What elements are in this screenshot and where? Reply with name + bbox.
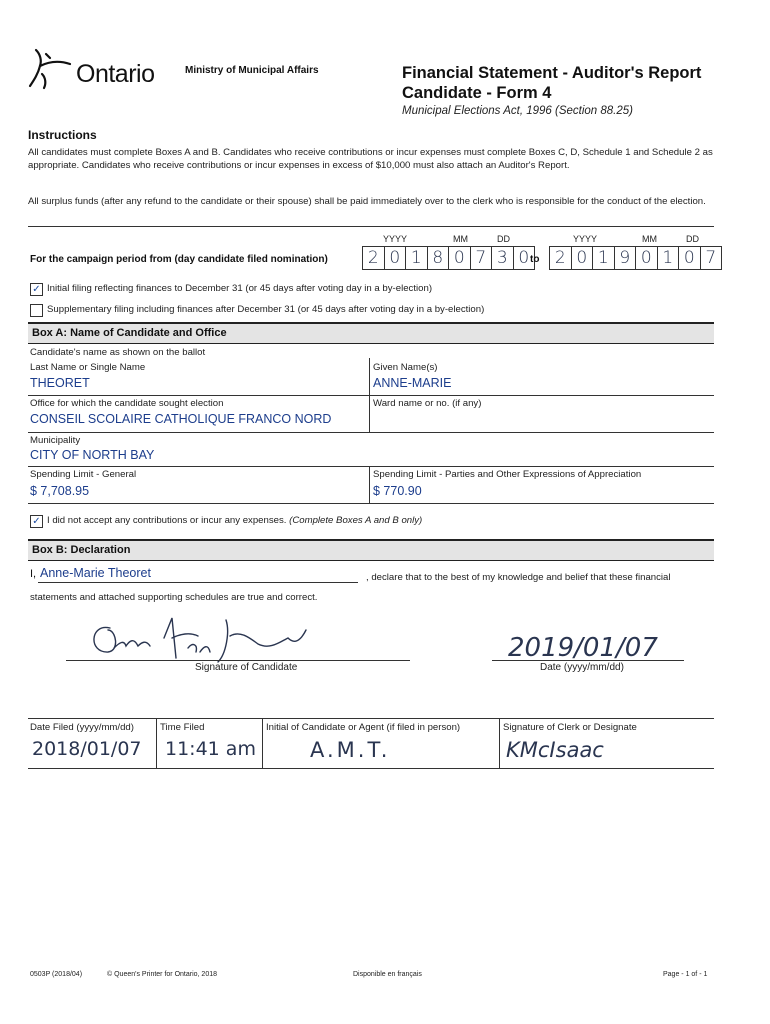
divider <box>28 395 714 396</box>
to-year-header: YYYY <box>573 234 598 244</box>
divider <box>28 432 714 433</box>
from-date-digit[interactable]: 7 <box>470 246 492 270</box>
supplementary-filing-checkbox[interactable] <box>30 304 43 317</box>
spending-limit-parties-label: Spending Limit - Parties and Other Expressions of Appreciation <box>373 469 642 480</box>
from-date-boxes[interactable] <box>362 246 535 270</box>
signature-label: Signature of Candidate <box>195 662 298 673</box>
office-value[interactable]: CONSEIL SCOLAIRE CATHOLIQUE FRANCO NORD <box>30 412 332 426</box>
to-date-digit[interactable]: 9 <box>614 246 636 270</box>
form-title-line1: Financial Statement - Auditor's Report <box>402 64 702 82</box>
from-date-digit[interactable]: 3 <box>491 246 513 270</box>
to-date-digit[interactable]: 0 <box>635 246 657 270</box>
divider <box>369 466 370 503</box>
initial-filing-checkbox[interactable]: ✓ <box>30 283 43 296</box>
box-b-header <box>28 539 714 561</box>
declaration-text: , declare that to the best of my knowledge and belief that these financial <box>366 572 671 583</box>
declaration-text-2: statements and attached supporting schedules are true and correct. <box>30 592 318 603</box>
to-date-digit[interactable]: 0 <box>571 246 593 270</box>
supplementary-filing-label: Supplementary filing including finances after December 31 (or 45 days after voting day in a by-election) <box>47 304 485 315</box>
given-name-value[interactable]: ANNE-MARIE <box>373 376 452 390</box>
ministry-name: Ministry of Municipal Affairs <box>185 65 319 76</box>
from-date-digit[interactable]: 8 <box>427 246 449 270</box>
instructions-heading: Instructions <box>28 128 97 142</box>
to-label: to <box>530 254 540 265</box>
declarant-name[interactable]: Anne-Marie Theoret <box>40 566 151 580</box>
clerk-signature-label: Signature of Clerk or Designate <box>503 722 637 733</box>
instructions-para-2: All surplus funds (after any refund to the candidate or their spouse) shall be paid immediately over to the clerk who is responsible for the conduct of the election. <box>28 196 706 207</box>
time-filed-value[interactable]: 11:41 am <box>165 738 256 760</box>
logo-text: Ontario <box>76 60 155 88</box>
initial-label: Initial of Candidate or Agent (if filed in person) <box>266 722 461 733</box>
form-title-line2: Candidate - Form 4 <box>402 84 552 102</box>
box-a-header <box>28 322 714 344</box>
name-on-ballot-label: Candidate's name as shown on the ballot <box>30 347 206 358</box>
from-date-digit[interactable]: 0 <box>384 246 406 270</box>
spending-limit-general-value[interactable]: $ 7,708.95 <box>30 484 90 498</box>
from-day-header: DD <box>497 234 510 244</box>
divider <box>499 718 500 768</box>
form-subtitle: Municipal Elections Act, 1996 (Section 88.25) <box>402 105 633 117</box>
to-date-digit[interactable]: 1 <box>592 246 614 270</box>
initial-filing-label: Initial filing reflecting finances to December 31 (or 45 days after voting day in a by-election) <box>47 283 433 294</box>
candidate-signature <box>80 608 350 668</box>
divider <box>28 718 714 719</box>
instructions-para-1: All candidates must complete Boxes A and B. Candidates who receive contributions or incur expenses must complete Boxes C, D, Schedule 1 and Schedule 2 as appropriate. Candidates who receive contributions or incur expenses in excess of $10,000 must also attach an Auditor's Report. <box>28 147 713 171</box>
ontario-trillium-logo <box>28 44 78 92</box>
page-number: Page - 1 of - 1 <box>663 971 708 978</box>
divider <box>369 395 370 432</box>
from-date-digit[interactable]: 0 <box>448 246 470 270</box>
time-filed-label: Time Filed <box>160 722 205 733</box>
date-line <box>492 660 684 661</box>
declarant-line <box>38 582 358 583</box>
no-contributions-label <box>47 515 422 526</box>
from-year-header: YYYY <box>383 234 408 244</box>
no-contributions-note: (Complete Boxes A and B only) <box>289 515 423 526</box>
date-filed-label: Date Filed (yyyy/mm/dd) <box>30 722 134 733</box>
to-day-header: DD <box>686 234 699 244</box>
to-month-header: MM <box>642 234 657 244</box>
divider <box>28 466 714 467</box>
form-title <box>402 63 701 103</box>
date-label: Date (yyyy/mm/dd) <box>540 662 624 673</box>
municipality-label: Municipality <box>30 435 81 446</box>
to-date-digit[interactable]: 1 <box>657 246 679 270</box>
given-name-label: Given Name(s) <box>373 362 438 373</box>
date-filed-value[interactable]: 2018/01/07 <box>32 738 142 760</box>
divider <box>28 768 714 769</box>
last-name-value[interactable]: THEORET <box>30 376 90 390</box>
to-date-digit[interactable]: 0 <box>678 246 700 270</box>
to-date-digit[interactable]: 7 <box>700 246 723 270</box>
from-month-header: MM <box>453 234 468 244</box>
declaration-date-value[interactable]: 2019/01/07 <box>508 633 658 663</box>
clerk-signature-value: KMcIsaac <box>506 738 604 762</box>
divider <box>156 718 157 768</box>
from-date-digit[interactable]: 2 <box>362 246 384 270</box>
french-available: Disponible en français <box>353 971 422 978</box>
ward-label: Ward name or no. (if any) <box>373 398 482 409</box>
spending-limit-general-label: Spending Limit - General <box>30 469 137 480</box>
form-number: 0503P (2018/04) <box>30 971 83 978</box>
to-date-boxes[interactable] <box>549 246 722 270</box>
to-date-digit[interactable]: 2 <box>549 246 571 270</box>
divider <box>28 226 714 227</box>
box-b-heading: Box B: Declaration <box>32 544 131 556</box>
no-contributions-checkbox[interactable]: ✓ <box>30 515 43 528</box>
box-a-heading: Box A: Name of Candidate and Office <box>32 327 227 339</box>
office-label: Office for which the candidate sought election <box>30 398 224 409</box>
no-contributions-text: I did not accept any contributions or incur any expenses. <box>47 515 287 526</box>
from-date-digit[interactable]: 1 <box>405 246 427 270</box>
initial-value[interactable]: A.M.T. <box>310 738 391 762</box>
divider <box>369 358 370 395</box>
declaration-i: I, <box>30 568 37 580</box>
municipality-value[interactable]: CITY OF NORTH BAY <box>30 448 155 462</box>
divider <box>262 718 263 768</box>
spending-limit-parties-value[interactable]: $ 770.90 <box>373 484 422 498</box>
copyright: © Queen's Printer for Ontario, 2018 <box>107 971 217 978</box>
divider <box>28 503 714 504</box>
signature-line <box>66 660 410 661</box>
campaign-period-label: For the campaign period from (day candidate filed nomination) <box>30 254 328 265</box>
last-name-label: Last Name or Single Name <box>30 362 146 373</box>
from-date-digit[interactable]: 0 <box>513 246 536 270</box>
